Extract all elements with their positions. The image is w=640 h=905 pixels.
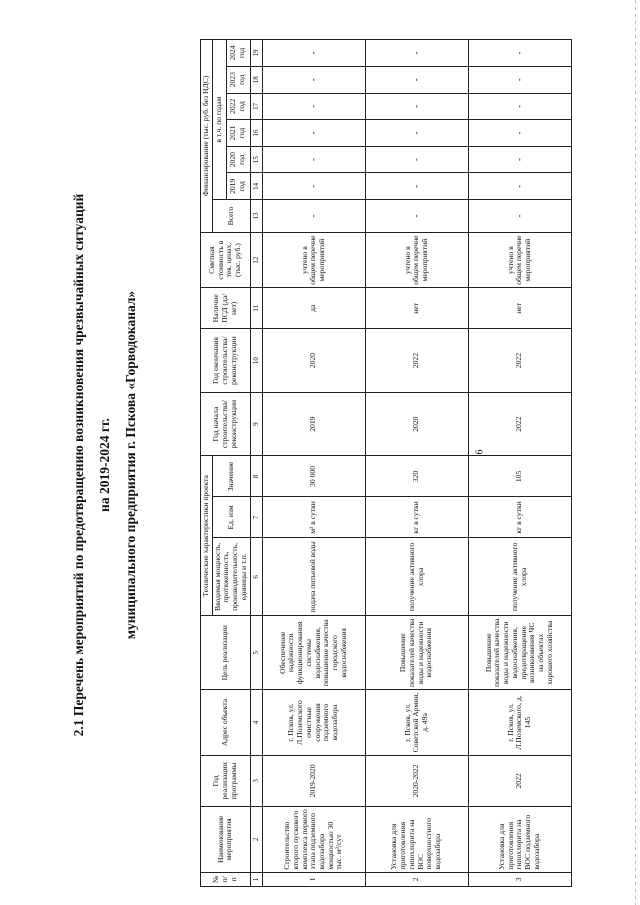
column-number: 5 (250, 616, 262, 690)
column-number: 11 (250, 288, 262, 329)
row-name: Строительство второго пускового комплекса первого этапа подземного водозабора мощностью 30 тыс. м³/сут (262, 807, 365, 873)
row-goal: Повышение показателей качества воды и надежности водоснабжения, предотвращение возникновения ЧС на объектах хорошего хозяйства (468, 616, 571, 690)
row-end: 2020 (262, 329, 365, 393)
column-number: 10 (250, 329, 262, 393)
row-cost: учтено в общем перечне мероприятий (262, 232, 365, 287)
col-start-header: Год начала строительства/ реконструкции (201, 392, 251, 456)
column-number: 17 (250, 93, 262, 120)
title-line-3: муниципального предприятия г. Пскова «Горводоканал» (123, 290, 138, 640)
header-row-1 (201, 40, 213, 887)
col-tech-input-header: Вводимая мощность, протяженность, производительность, единицы и т.п. (212, 538, 250, 616)
row-address: г. Псков, ул. Советской Армии, д. 49а (365, 690, 468, 756)
table-row (262, 40, 365, 887)
row-fin-2024: - (365, 40, 468, 67)
row-fin-2024: - (262, 40, 365, 67)
rotated-page-content (10, 35, 630, 895)
column-number: 9 (250, 392, 262, 456)
row-years: 2022 (468, 755, 571, 806)
row-name: Установка для приготовления гипохлорита на ВОС поверхностного водозабора (365, 807, 468, 873)
row-fin-total: - (262, 200, 365, 233)
row-years: 2020-2022 (365, 755, 468, 806)
row-fin-2020: - (468, 146, 571, 173)
title-line-2: на 2019-2024 гг. (97, 418, 112, 512)
row-psd: нет (365, 288, 468, 329)
column-number: 16 (250, 120, 262, 147)
row-fin-2020: - (262, 146, 365, 173)
col-finance-total-header: Всего (212, 200, 250, 233)
col-name-header: Наименование мероприятия (201, 807, 251, 873)
row-end: 2022 (365, 329, 468, 393)
row-fin-total: - (365, 200, 468, 233)
col-end-header: Год окончания строительства/ реконструкции (201, 329, 251, 393)
row-end: 2022 (468, 329, 571, 393)
row-tech-value: 105 (468, 456, 571, 497)
row-name: Установка для приготовления гипохлорита на ВОС подземного водозабора (468, 807, 571, 873)
row-psd: да (262, 288, 365, 329)
row-tech-value: 320 (365, 456, 468, 497)
row-goal: Повышение показателей качества воды и надежности водоснабжения (365, 616, 468, 690)
col-2023-header: 2023 год (226, 66, 250, 93)
column-number: 6 (250, 538, 262, 616)
row-num: 1 (262, 872, 365, 886)
col-finance-header: Финансирование (тыс. руб. без НДС) (201, 40, 213, 233)
row-tech-unit: кг в сутки (468, 497, 571, 538)
col-2022-header: 2022 год (226, 93, 250, 120)
col-2021-header: 2021 год (226, 120, 250, 147)
col-psd-header: Наличие ПСД (да/нет) (201, 288, 251, 329)
row-fin-total: - (468, 200, 571, 233)
row-num: 2 (365, 872, 468, 886)
row-tech-input: получение активного хлора (468, 538, 571, 616)
row-goal: Обеспечение надёжности функционирования системы водоснабжения, повышение качества городского водоснабжения (262, 616, 365, 690)
row-tech-value: 30 000 (262, 456, 365, 497)
row-fin-2024: - (468, 40, 571, 67)
row-fin-2021: - (262, 120, 365, 147)
row-cost: учтено в общем перечне мероприятий (468, 232, 571, 287)
col-2019-header: 2019 год (226, 173, 250, 200)
row-address: г. Псков, ул. Л.Поземского, д. 145 (468, 690, 571, 756)
column-number-row (250, 40, 262, 887)
row-fin-2019: - (262, 173, 365, 200)
row-fin-2022: - (365, 93, 468, 120)
table-row (365, 40, 468, 887)
column-number: 12 (250, 232, 262, 287)
column-number: 14 (250, 173, 262, 200)
col-tech-unit-header: Ед. изм (212, 497, 250, 538)
row-fin-2023: - (365, 66, 468, 93)
row-num: 3 (468, 872, 571, 886)
row-fin-2022: - (468, 93, 571, 120)
column-number: 2 (250, 807, 262, 873)
row-address: г. Псков, ул. Л.Поземского очистные сооружения подземного водозабора (262, 690, 365, 756)
column-number: 18 (250, 66, 262, 93)
row-start: 2022 (468, 392, 571, 456)
col-finance-by-year-header: в т.ч. по годам (212, 40, 226, 200)
row-fin-2023: - (468, 66, 571, 93)
row-tech-input: подача питьевой воды (262, 538, 365, 616)
row-fin-2021: - (468, 120, 571, 147)
col-2024-header: 2024 год (226, 40, 250, 67)
column-number: 1 (250, 872, 262, 886)
row-cost: учтено в общем перечне мероприятий (365, 232, 468, 287)
col-tech-header: Технические характеристики проекта (201, 456, 213, 616)
row-years: 2019-2020 (262, 755, 365, 806)
column-number: 15 (250, 146, 262, 173)
document-title (66, 35, 144, 895)
col-num-header: № п/п (201, 872, 251, 886)
measures-table (200, 39, 572, 887)
title-line-1: 2.1 Перечень мероприятий по предотвращению возникновения чрезвычайных ситуаций (71, 193, 86, 737)
col-tech-value-header: Значение (212, 456, 250, 497)
row-fin-2021: - (365, 120, 468, 147)
row-tech-unit: м³ в сутки (262, 497, 365, 538)
col-address-header: Адрес объекта (201, 690, 251, 756)
page-number: 6 (474, 449, 486, 455)
row-fin-2019: - (468, 173, 571, 200)
column-number: 8 (250, 456, 262, 497)
column-number: 13 (250, 200, 262, 233)
row-tech-input: получение активного хлора (365, 538, 468, 616)
column-number: 7 (250, 497, 262, 538)
column-number: 4 (250, 690, 262, 756)
row-start: 2019 (262, 392, 365, 456)
table-row (468, 40, 571, 887)
col-goal-header: Цель реализации (201, 616, 251, 690)
row-fin-2020: - (365, 146, 468, 173)
scan-edge-artifact (635, 0, 636, 905)
column-number: 3 (250, 755, 262, 806)
col-cost-header: Сметная стоимость в тек. ценах, (тыс. руб.) (201, 232, 251, 287)
row-fin-2023: - (262, 66, 365, 93)
col-2020-header: 2020 год (226, 146, 250, 173)
row-tech-unit: кг в сутки (365, 497, 468, 538)
row-psd: нет (468, 288, 571, 329)
row-start: 2020 (365, 392, 468, 456)
row-fin-2022: - (262, 93, 365, 120)
col-years-header: Год реализации программы (201, 755, 251, 806)
row-fin-2019: - (365, 173, 468, 200)
column-number: 19 (250, 40, 262, 67)
